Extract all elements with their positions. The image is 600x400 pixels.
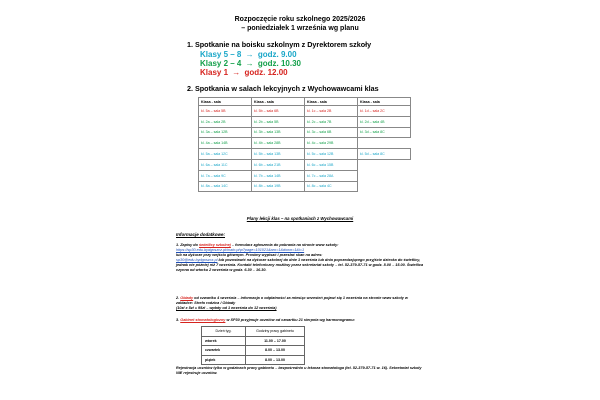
table-row [199, 149, 411, 160]
table-cell: kl. 3d – sala 8C [358, 127, 411, 138]
title-line-1: Rozpoczęcie roku szkolnego 2025/2026 [234, 16, 366, 23]
table-header-row [202, 327, 305, 337]
schedule-time-2: godz. 10.30 [257, 59, 301, 68]
table-cell: kl. 8a – sala 14C [199, 181, 252, 192]
schedule-row-3 [200, 68, 288, 77]
schedule-row-2 [200, 59, 301, 68]
table-row [202, 336, 305, 346]
table-row [199, 116, 411, 127]
table-cell: kl. 8b – sala 19B [252, 181, 305, 192]
table-cell: kl. 8c – sala 4C [305, 181, 358, 192]
info-2-prefix: 2. [176, 296, 181, 300]
info-3-prefix: 3. [176, 318, 181, 322]
schedule-row-1 [200, 50, 297, 59]
info-3-text: w SP30 przyjmuje uczniów od czwartku 21 sierpnia wg harmonogramu: [225, 318, 355, 322]
table-cell-empty [358, 181, 411, 192]
table-cell: kl. 5c – sala 12B [305, 149, 358, 160]
info-item-3 [176, 318, 426, 323]
info-2-payment: (10zł x 5zł = 95zł – wpłaty od 1 września do 12 września) [176, 306, 277, 310]
table-cell: czwartek [202, 346, 246, 356]
table-header-cell: Klasa - sala [252, 98, 305, 106]
table-cell: 8.00 – 13.00 [246, 346, 305, 356]
table-cell: kl. 7b – sala 14B [252, 170, 305, 181]
table-cell: kl. 7c – sala 28A [305, 170, 358, 181]
info-1-text-3: lub pozostawić na dyżurze szkolnej do dnie 1 września lub dnia poprzedzającego przyjście dziecka do świetlicy, jednak nie później niż 7 września. Kontakt telefoniczny możliwy przez sekretariat szkoły – tel. 52-379-57-71 w godz. 8.00 – 15.00. Świetlica czynna od wtorku 2 września w godz. 6.30 – 16.30. [176, 258, 424, 272]
table-cell: 11.00 – 17.00 [246, 336, 305, 346]
info-1-prefix: 1. Zapisy do [176, 243, 199, 247]
info-1-text-2: lub na dyżurze przy wejściu głównym. Prosimy wypisać i przesłać skan na adres: [176, 253, 323, 257]
obiady-link[interactable]: Obiady [180, 296, 194, 300]
schedule-label-1: Klasy 5 – 8 [200, 50, 242, 59]
table-cell: wtorek [202, 336, 246, 346]
section-2-heading: 2. Spotkania w salach lekcyjnych z Wychowawcami klas [187, 84, 379, 93]
table-cell: kl. 3b – sala 13B [252, 127, 305, 138]
table-cell: kl. 3c – sala 6B [305, 127, 358, 138]
table-cell-empty [358, 138, 411, 149]
table-row [202, 346, 305, 356]
info-heading: Informacje dodatkowe: [176, 232, 226, 237]
table-cell: piątek [202, 355, 246, 365]
arrow-right-icon: → [245, 59, 254, 68]
table-cell: kl. 5a – sala 12C [199, 149, 252, 160]
footer-text: Rejestracja uczniów tylko w godzinach pracy gabinetu – bezpośrednio u lekarza stomatologa (tel. 52-379-57-71 w. 16). Sekretariat szkoły NIE rejestruje uczniów. [176, 366, 422, 375]
table-cell: kl. 1d – sala 2C [358, 106, 411, 117]
schedule-label-2: Klasy 2 – 4 [200, 59, 242, 68]
table-cell: kl. 2c – sala 7B [305, 116, 358, 127]
table-cell: kl. 6b – sala 21B [252, 159, 305, 170]
table-cell-empty [358, 159, 411, 170]
table-row [199, 159, 411, 170]
table-cell: kl. 2d – sala 4B [358, 116, 411, 127]
table-cell: kl. 3a – sala 12B [199, 127, 252, 138]
gabinet-link[interactable]: Gabinet stomatologiczny [180, 318, 226, 322]
table-header-cell: Klasa - sala [305, 98, 358, 106]
table-cell: kl. 5d – sala 8C [358, 149, 411, 160]
table-cell: kl. 7a – sala 9C [199, 170, 252, 181]
table-cell: kl. 1c – sala 2B [305, 106, 358, 117]
table-cell: kl. 5b – sala 6B [252, 106, 305, 117]
footer-note [176, 366, 426, 376]
table-cell: 8.00 – 13.00 [246, 355, 305, 365]
arrow-right-icon: → [232, 68, 241, 77]
table-row [199, 106, 411, 117]
swietlica-link[interactable]: świetlicy szkolnej [199, 243, 231, 247]
table-cell: kl. 4b – sala 28B [252, 138, 305, 149]
table-cell: kl. 6c – sala 15B [305, 159, 358, 170]
classroom-table [198, 97, 411, 192]
table-row [199, 170, 411, 181]
info-item-2 [176, 296, 426, 311]
arrow-right-icon: → [245, 50, 254, 59]
table-header-cell: Klasa - sala [358, 98, 411, 106]
info-1-text: – formularz zgłoszenia do pobrania na stronie www szkoły: [230, 243, 339, 247]
info-2-text: od czwartku 4 września – informacja o odpłatności za miesiąc wrzesień pojawi się 1 września na stronie www szkoły w zakładce: Strefa rodzica / Obiady [176, 296, 408, 305]
schedule-label-3: Klasy 1 [200, 68, 229, 77]
table-cell: kl. 4c – sala 29B [305, 138, 358, 149]
title-line-2: – poniedziałek 1 września wg planu [241, 25, 359, 32]
table-header-cell: Dzień tyg. [202, 327, 246, 337]
table-header-cell: Klasa - sala [199, 98, 252, 106]
table-header-row [199, 98, 411, 106]
table-row [202, 355, 305, 365]
dental-hours-table [201, 326, 305, 365]
table-cell: kl. 5a – sala 5B [199, 106, 252, 117]
table-cell: kl. 6a – sala 11C [199, 159, 252, 170]
table-header-cell: Godziny pracy gabinetu [246, 327, 305, 337]
schedule-time-3: godz. 12.00 [244, 68, 288, 77]
table-cell: kl. 5b – sala 13B [252, 149, 305, 160]
email-link[interactable]: sp30@edu.bydgoszcz.pl [176, 258, 218, 262]
info-1-url-link[interactable]: https://sp30.edu.bydgoszcz.pl/main.php?page=101021&aro=1&down=1&i=1 [176, 248, 305, 252]
table-caption: Plany lekcji klas – na spotkaniach z Wychowawcami [246, 216, 354, 221]
table-row [199, 138, 411, 149]
table-cell: kl. 4a – sala 14B [199, 138, 252, 149]
table-cell: kl. 2a – sala 2B [199, 116, 252, 127]
table-row [199, 181, 411, 192]
table-cell: kl. 2b – sala 5B [252, 116, 305, 127]
table-row [199, 127, 411, 138]
table-cell-empty [358, 170, 411, 181]
info-item-1 [176, 243, 426, 273]
section-1-heading: 1. Spotkanie na boisku szkolnym z Dyrektorem szkoły [187, 40, 372, 49]
schedule-time-1: godz. 9.00 [257, 50, 297, 59]
